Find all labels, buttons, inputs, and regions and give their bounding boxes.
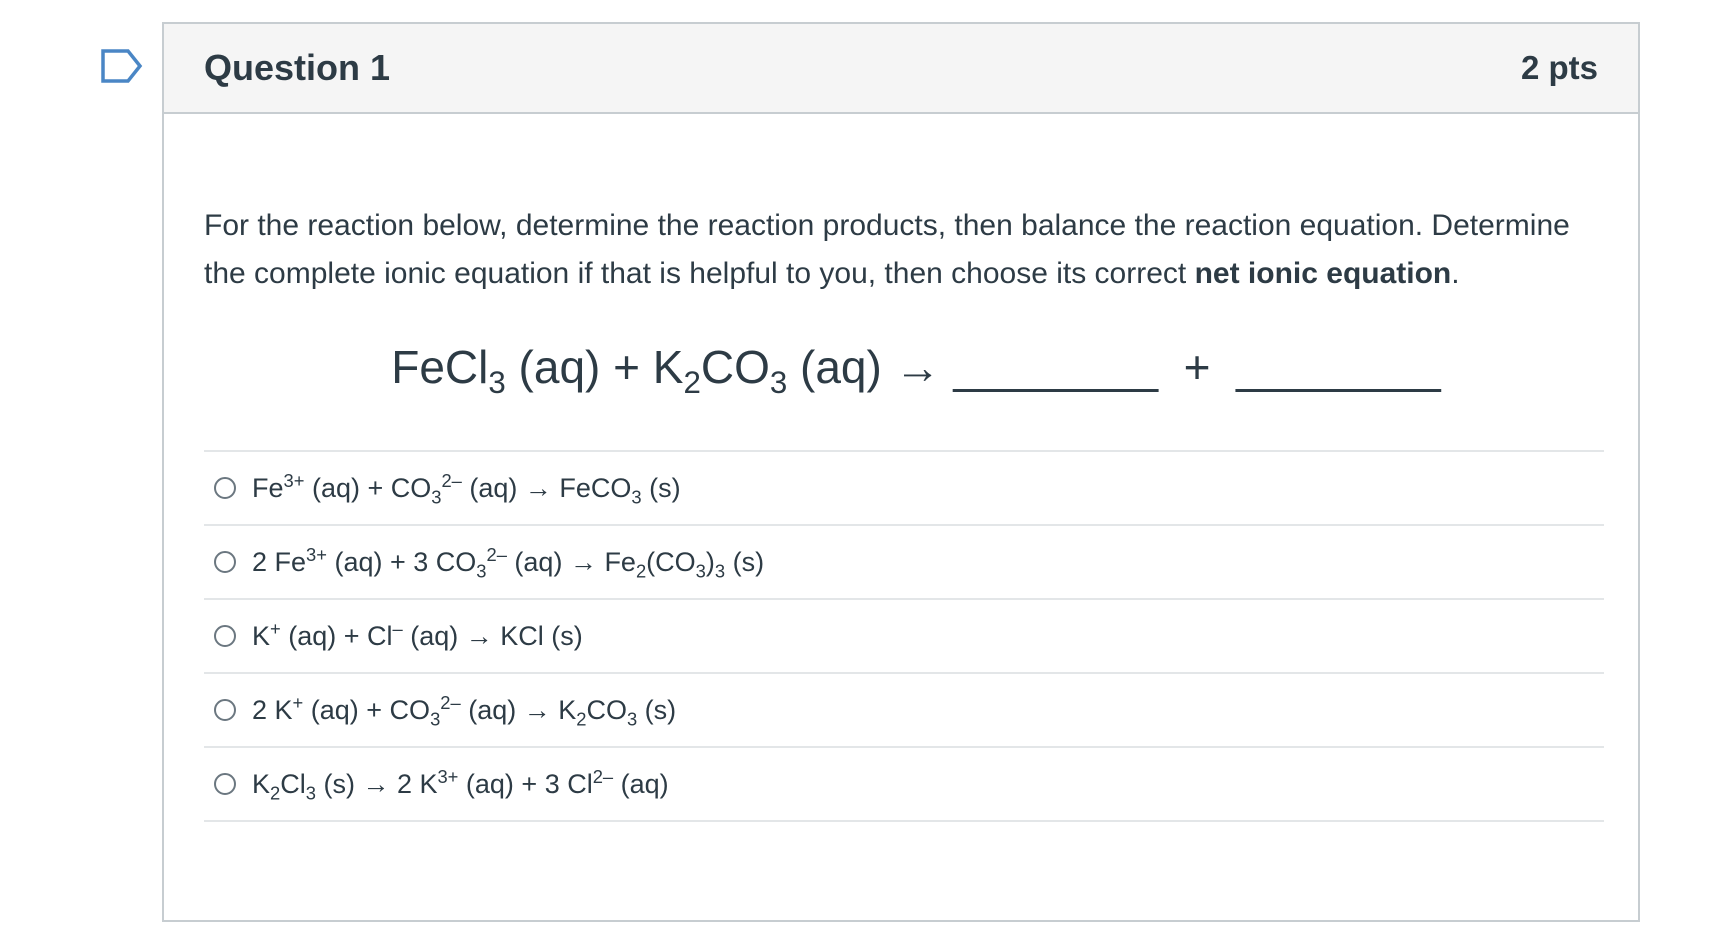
radio-button[interactable] bbox=[214, 477, 236, 499]
prompt-period: . bbox=[1451, 257, 1460, 290]
reaction-equation: FeCl$_3$ $(aq) + K_2CO_3$ (aq) → ________ + ________ bbox=[391, 341, 1441, 401]
equation-plus: + bbox=[1183, 341, 1211, 393]
answer-label: K+ (aq) + Cl– (aq) → KCl (s) bbox=[252, 617, 583, 651]
question-title: Question 1 bbox=[204, 47, 391, 88]
product-blank-1: ________ bbox=[953, 341, 1159, 393]
question-points: 2 pts bbox=[1520, 49, 1598, 86]
prompt-text: For the reaction below, determine the reaction products, then balance the reaction equation. Determine the complete ionic equation if that is helpful to you, then choose its correct bbox=[204, 209, 1570, 290]
answer-label: 2 K+ $(aq) + CO_3^{2-}$ $(aq) \to K_2CO_3$ (s) bbox=[252, 691, 677, 729]
radio-button[interactable] bbox=[214, 625, 236, 647]
prompt-bold-text: net ionic equation bbox=[1194, 257, 1452, 290]
radio-button[interactable] bbox=[214, 699, 236, 721]
question-header bbox=[164, 24, 1638, 114]
answer-option-1[interactable] bbox=[204, 452, 1604, 526]
radio-button[interactable] bbox=[214, 551, 236, 573]
answer-list bbox=[204, 450, 1604, 822]
answer-label: 2 $Fe^{3+}$ (aq) + 3 $CO_3^{2-}$ $(aq) \to Fe_2(CO_3)_3$ (s) bbox=[252, 543, 765, 581]
radio-button[interactable] bbox=[214, 773, 236, 795]
answer-option-5[interactable] bbox=[204, 748, 1604, 822]
question-card bbox=[162, 22, 1640, 922]
flag-question-icon[interactable] bbox=[100, 48, 144, 84]
answer-label: $K_2Cl_3$ (s) → 2 $K^{3+}$ (aq) + 3 $Cl^{2-}$ (aq) bbox=[252, 765, 669, 803]
question-prompt bbox=[204, 202, 1604, 298]
answer-option-4[interactable] bbox=[204, 674, 1604, 748]
answer-option-2[interactable] bbox=[204, 526, 1604, 600]
question-body bbox=[164, 202, 1638, 822]
product-blank-2: ________ bbox=[1236, 341, 1441, 393]
answer-label: $Fe^{3+}$ $(aq) + CO_3^{2-}$ (aq) → FeCO$_3$ (s) bbox=[252, 469, 681, 507]
answer-option-3[interactable] bbox=[204, 600, 1604, 674]
